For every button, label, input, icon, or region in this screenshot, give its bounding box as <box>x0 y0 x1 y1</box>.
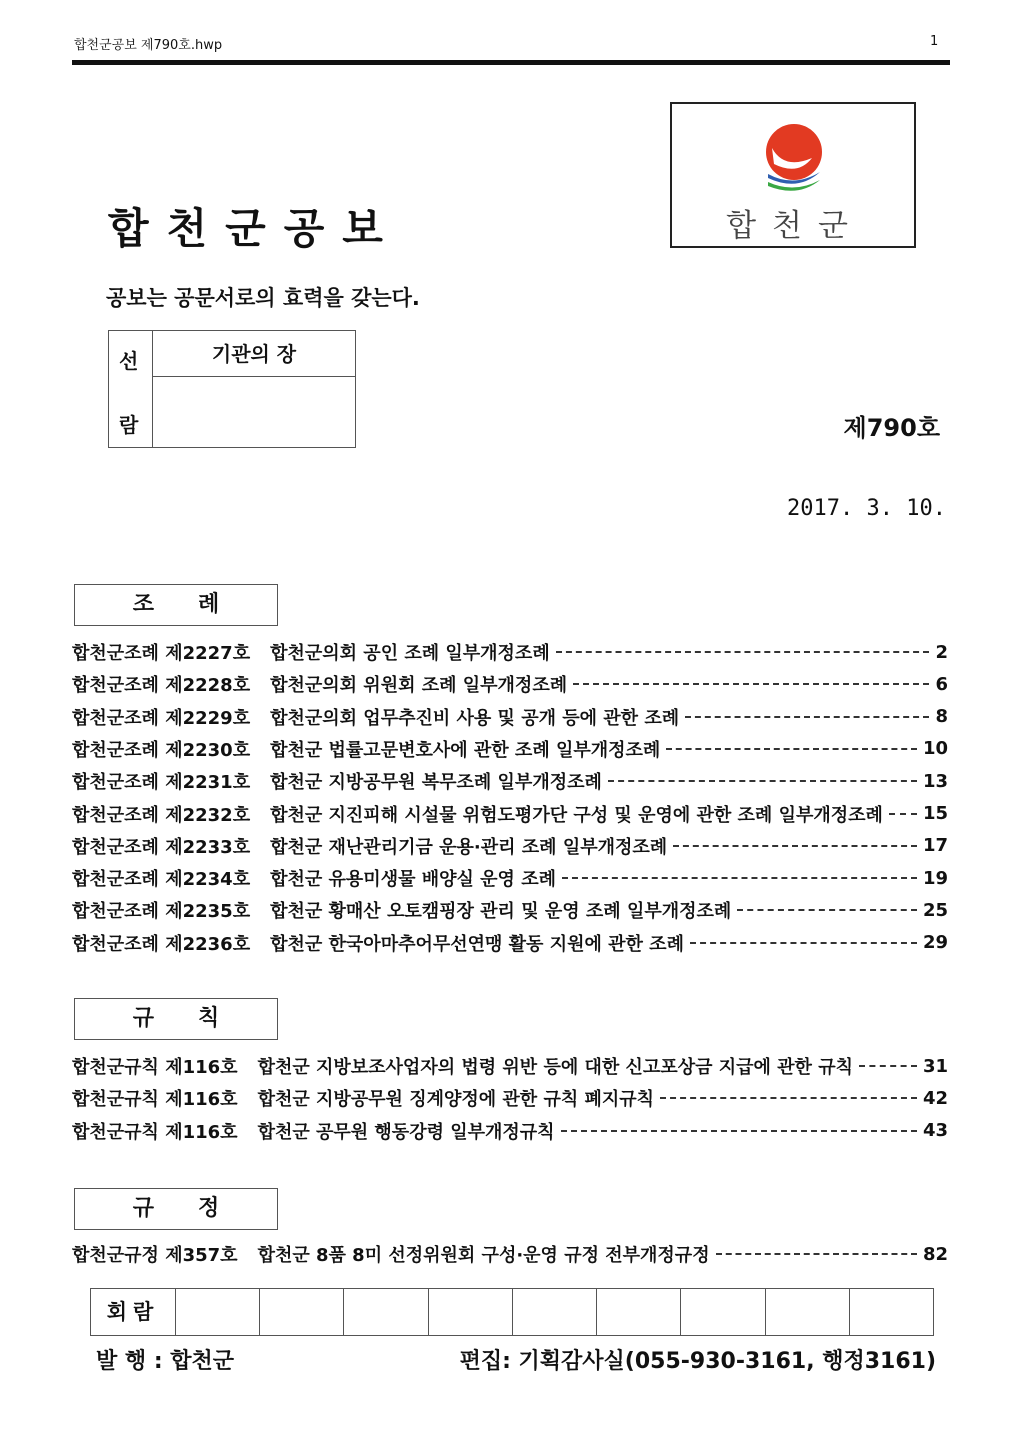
toc-page: 82 <box>922 1243 948 1265</box>
toc-leader <box>562 877 917 879</box>
toc-page: 13 <box>922 770 948 792</box>
section-title-rules: 규칙 <box>74 998 278 1040</box>
toc-leader <box>685 716 929 718</box>
toc-leader <box>859 1065 917 1067</box>
toc-page: 42 <box>922 1087 948 1109</box>
toc-leader <box>561 1130 917 1132</box>
toc-row[interactable] <box>72 1115 948 1147</box>
circulation-cell <box>681 1289 765 1335</box>
toc-code: 합천군규정 제357호 <box>72 1245 238 1266</box>
document-title: 합천군공보 <box>108 204 401 253</box>
toc-leader <box>690 942 917 944</box>
toc-leader <box>556 651 930 653</box>
toc-page: 25 <box>922 899 948 921</box>
circulation-cell <box>766 1289 850 1335</box>
approval-side-column <box>109 331 153 447</box>
toc-name: 합천군의회 업무추진비 사용 및 공개 등에 관한 조례 <box>270 707 680 729</box>
toc-name: 합천군 8품 8미 선정위원회 구성·운영 규정 전부개정규정 <box>257 1245 710 1266</box>
header-rule <box>72 60 950 65</box>
toc-row[interactable] <box>72 1082 948 1114</box>
toc-name: 합천군의회 공인 조례 일부개정조례 <box>270 643 550 664</box>
document-subtitle: 공보는 공문서로의 효력을 갖는다. <box>106 286 420 310</box>
toc-code: 합천군조례 제2235호 <box>72 901 251 923</box>
toc-page: 15 <box>922 803 948 824</box>
toc-row[interactable] <box>72 733 948 765</box>
issue-number: 제790호 <box>843 414 940 442</box>
toc-row[interactable] <box>72 1050 948 1082</box>
approval-box <box>108 330 356 448</box>
toc-code: 합천군조례 제2231호 <box>72 772 251 794</box>
toc-leader <box>889 813 917 815</box>
toc-code: 합천군조례 제2229호 <box>72 707 251 729</box>
toc-name: 합천군 지방공무원 징계양정에 관한 규칙 폐지규칙 <box>257 1089 655 1111</box>
approval-side-bottom: 람 <box>119 413 139 437</box>
toc-code: 합천군규칙 제116호 <box>72 1121 238 1143</box>
hapcheon-emblem-icon <box>754 118 834 198</box>
toc-row[interactable] <box>72 830 948 862</box>
publisher: 발 행 : 합천군 <box>96 1349 235 1374</box>
circulation-label: 회람 <box>91 1289 176 1335</box>
file-name: 합천군공보 제790호.hwp <box>74 38 223 53</box>
toc-code: 합천군조례 제2233호 <box>72 836 251 858</box>
toc-name: 합천군 지방보조사업자의 법령 위반 등에 대한 신고포상금 지급에 관한 규칙 <box>257 1057 853 1078</box>
toc-page: 6 <box>935 673 948 695</box>
toc-page: 8 <box>935 706 948 728</box>
issue-date: 2017. 3. 10. <box>787 496 946 521</box>
toc-row[interactable] <box>72 1238 948 1270</box>
circulation-cell <box>260 1289 344 1335</box>
toc-code: 합천군규칙 제116호 <box>72 1089 238 1111</box>
toc-code: 합천군조례 제2227호 <box>72 643 251 664</box>
logo-text: 합천군 <box>726 208 864 244</box>
toc-page: 19 <box>922 867 948 889</box>
toc-name: 합천군 지진피해 시설물 위험도평가단 구성 및 운영에 관한 조례 일부개정조례 <box>270 804 883 826</box>
toc-row[interactable] <box>72 636 948 668</box>
toc-leader <box>737 909 917 911</box>
toc-row[interactable] <box>72 862 948 894</box>
toc-name: 합천군의회 위원회 조례 일부개정조례 <box>270 675 568 697</box>
toc-row[interactable] <box>72 668 948 700</box>
approval-header: 기관의 장 <box>153 331 355 377</box>
toc-name: 합천군 법률고문변호사에 관한 조례 일부개정조례 <box>270 739 661 761</box>
toc-leader <box>608 780 917 782</box>
toc-page: 29 <box>922 932 948 954</box>
toc-name: 합천군 공무원 행동강령 일부개정규칙 <box>257 1121 555 1143</box>
toc-leader <box>716 1253 917 1255</box>
toc-row[interactable] <box>72 798 948 830</box>
toc-row[interactable] <box>72 894 948 926</box>
section-title-ordinance: 조례 <box>74 584 278 626</box>
toc-code: 합천군조례 제2236호 <box>72 933 251 955</box>
toc-page: 43 <box>922 1120 948 1142</box>
circulation-cell <box>344 1289 428 1335</box>
toc-code: 합천군조례 제2230호 <box>72 739 251 761</box>
circulation-cell <box>850 1289 933 1335</box>
toc-row[interactable] <box>72 927 948 959</box>
toc-page: 10 <box>922 738 948 760</box>
toc-page: 31 <box>922 1055 948 1077</box>
toc-leader <box>573 683 929 685</box>
circulation-cell <box>176 1289 260 1335</box>
circulation-cell <box>429 1289 513 1335</box>
approval-side-top: 선 <box>119 349 139 373</box>
toc-code: 합천군조례 제2232호 <box>72 804 251 826</box>
circulation-box <box>90 1288 934 1336</box>
header-page-number: 1 <box>930 34 939 49</box>
logo-box <box>670 102 916 248</box>
toc-page: 2 <box>935 641 948 663</box>
section-title-regulations: 규정 <box>74 1188 278 1230</box>
toc-name: 합천군 한국아마추어무선연맹 활동 지원에 관한 조례 <box>270 933 684 955</box>
toc-leader <box>660 1097 917 1099</box>
toc-row[interactable] <box>72 701 948 733</box>
toc-name: 합천군 황매산 오토캠핑장 관리 및 운영 조례 일부개정조례 <box>270 901 732 923</box>
toc-page: 17 <box>922 835 948 857</box>
toc-name: 합천군 재난관리기금 운용·관리 조례 일부개정조례 <box>270 836 668 858</box>
toc-leader <box>673 845 917 847</box>
toc-code: 합천군조례 제2234호 <box>72 869 251 891</box>
toc-row[interactable] <box>72 765 948 797</box>
toc-code: 합천군조례 제2228호 <box>72 675 251 697</box>
toc-code: 합천군규칙 제116호 <box>72 1057 238 1078</box>
toc-name: 합천군 지방공무원 복무조례 일부개정조례 <box>270 772 602 794</box>
circulation-cell <box>513 1289 597 1335</box>
toc-leader <box>666 748 917 750</box>
circulation-cell <box>597 1289 681 1335</box>
editor-contact: 편집: 기획감사실(055-930-3161, 행정3161) <box>459 1349 936 1374</box>
toc-name: 합천군 유용미생물 배양실 운영 조례 <box>270 869 556 891</box>
